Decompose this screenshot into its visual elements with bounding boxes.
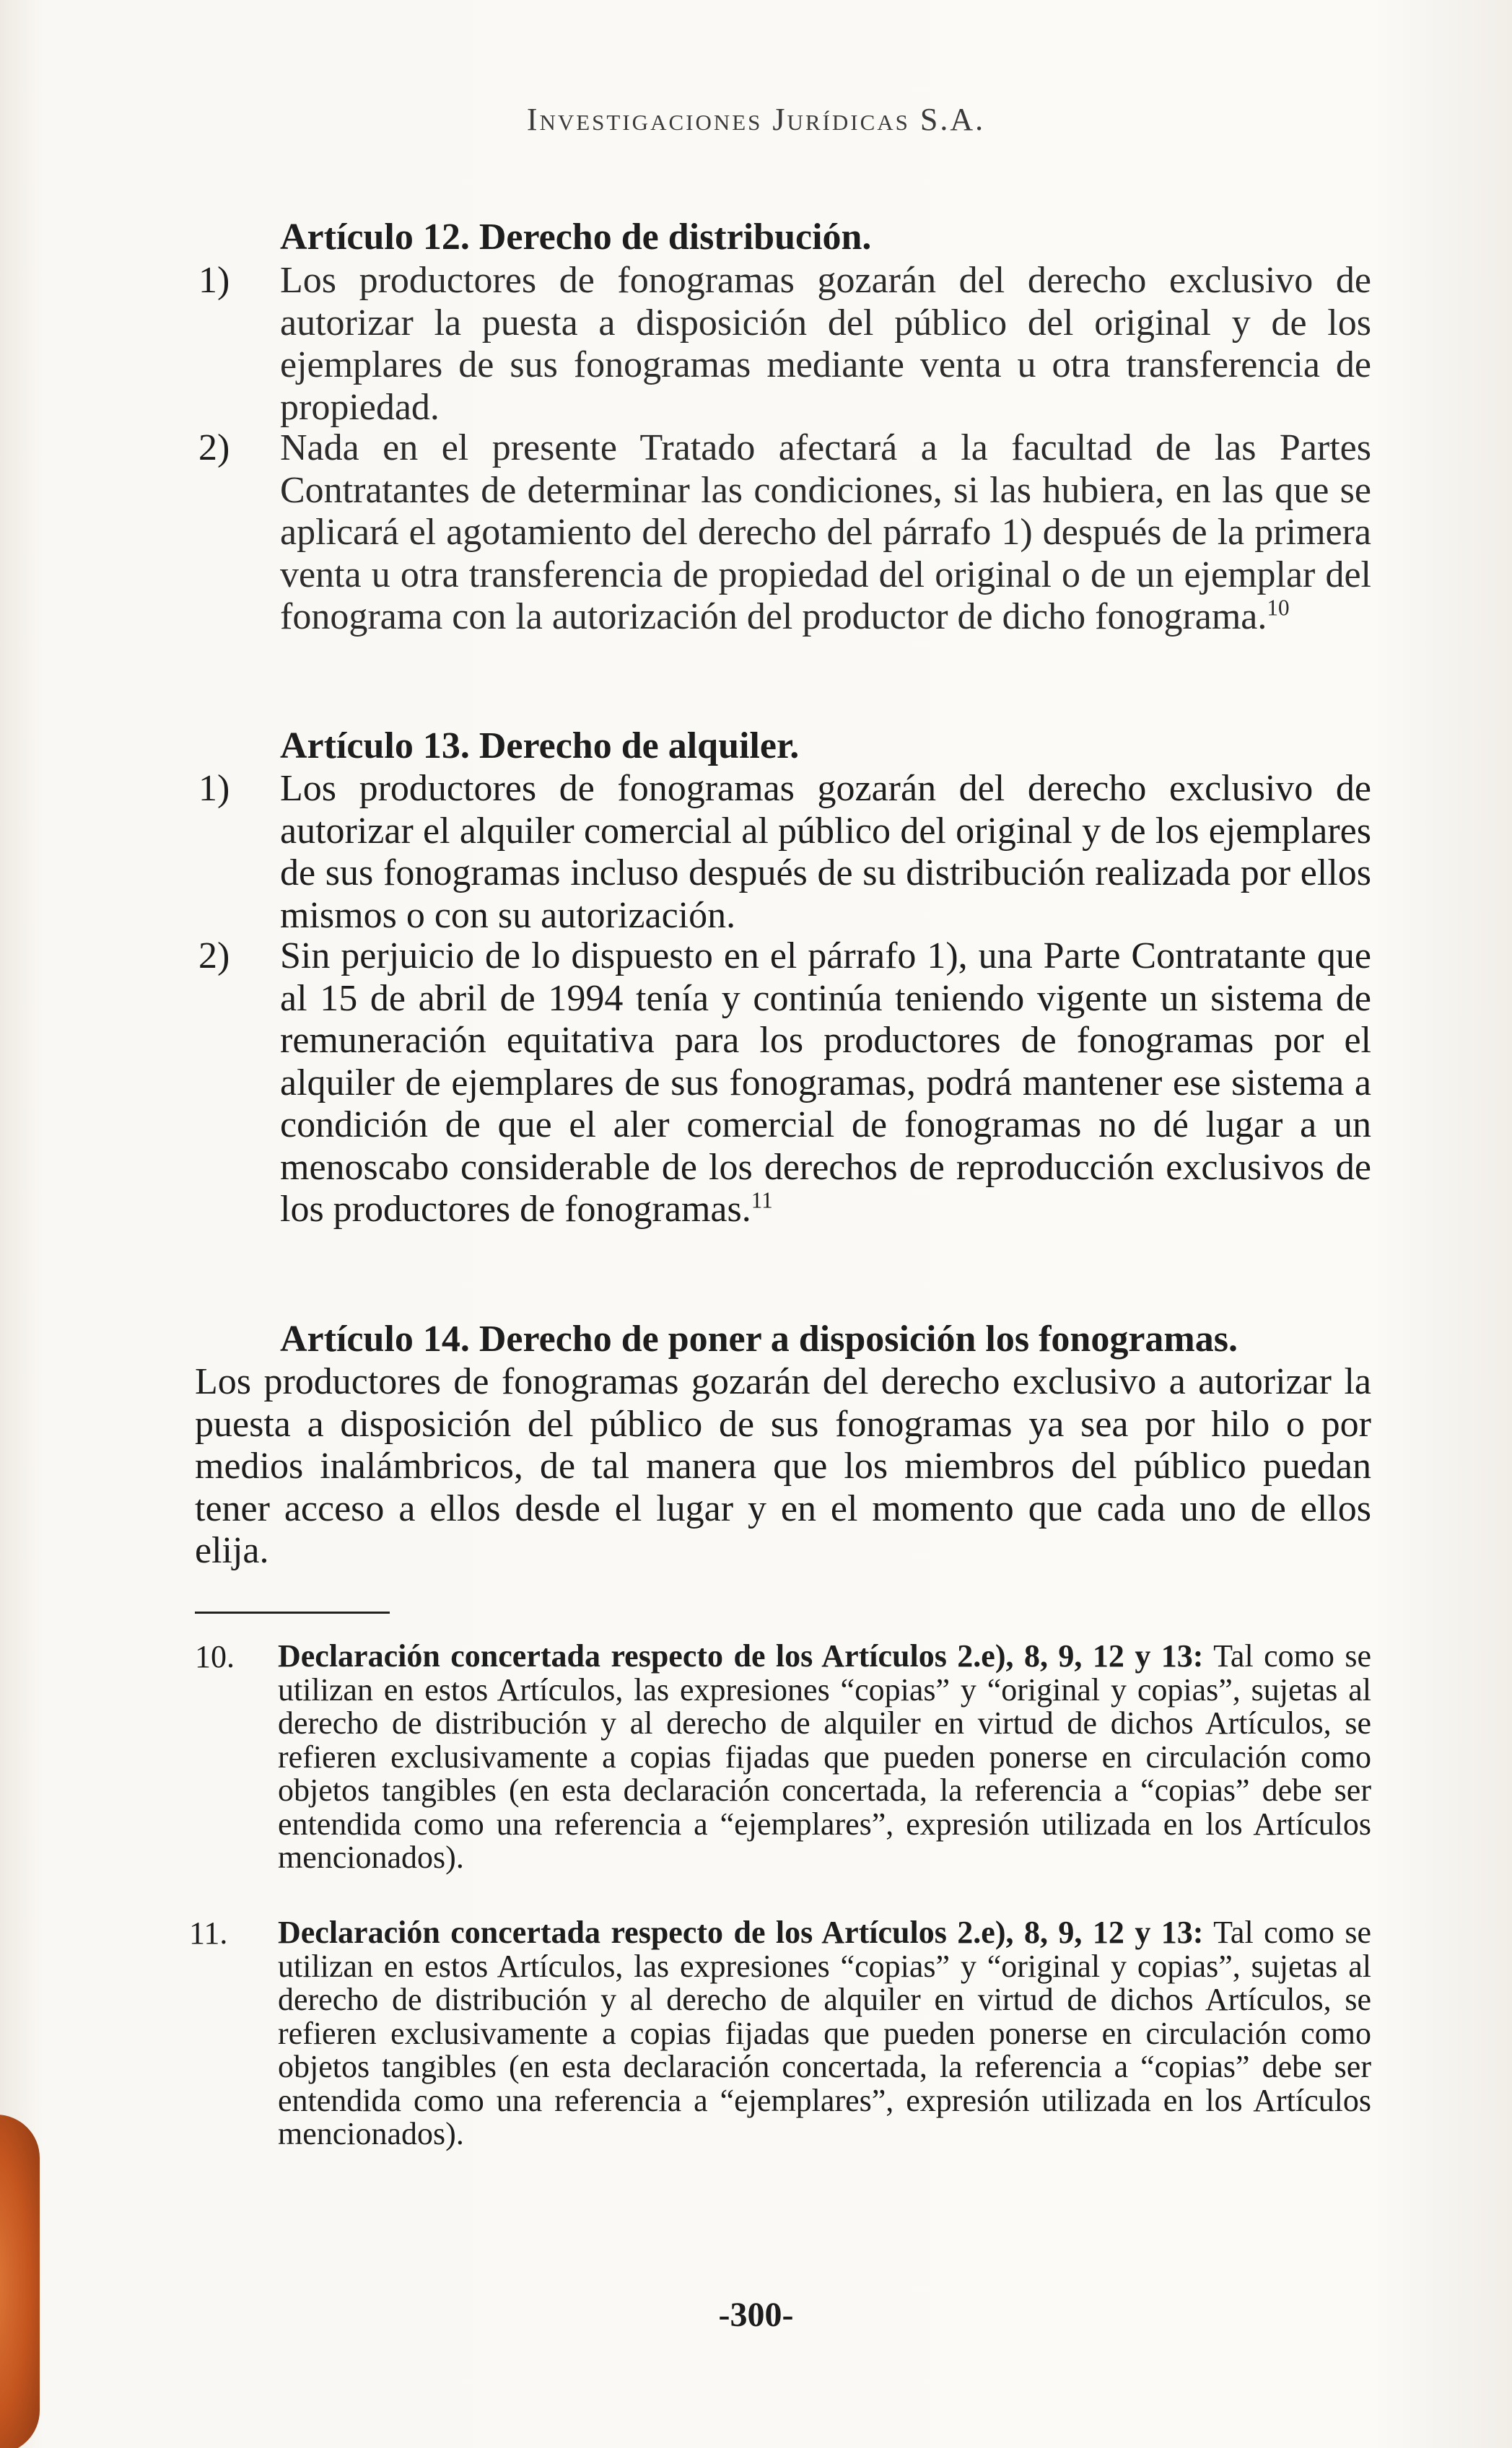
article-12-para-2 xyxy=(280,427,1371,639)
footnote-10 xyxy=(278,1640,1371,1875)
footnote-11-number: 11. xyxy=(189,1915,228,1951)
running-head: Investigaciones Jurídicas S.A. xyxy=(526,102,986,137)
article-14-title: Artículo 14. Derecho de poner a disposición los fonogramas. xyxy=(280,1319,1238,1360)
article-12-para-1: Los productores de fonogramas gozarán del derecho exclusivo de autorizar la puesta a disposición del público del original y de los ejemplares de sus fonogramas mediante venta u otra transferencia de propiedad. xyxy=(280,260,1371,428)
footnote-11-text: Tal como se utilizan en estos Artículos, las expresiones “copias” y “original y copias”, sujetas al derecho de distribución y al derecho de alquiler en virtud de dichos Artículos, se refieren exclusivamente a copias fijadas que pueden ponerse en circulación como objetos tangibles (en esta declaración concertada, la referencia a “copias” debe ser entendida como una referencia a “ejemplares”, expresión utilizada en los Artículos mencionados). xyxy=(278,1915,1371,2151)
article-12-title: Artículo 12. Derecho de distribución. xyxy=(280,217,872,258)
footnote-11-heading: Declaración concertada respecto de los Artículos 2.e), 8, 9, 12 y 13: xyxy=(278,1915,1204,1950)
thumb-photo-artifact xyxy=(0,2115,40,2448)
article-12-para-2-number: 2) xyxy=(198,427,230,468)
page-number: -300- xyxy=(718,2296,794,2334)
article-14-text: Los productores de fonogramas gozarán del derecho exclusivo a autorizar la puesta a disposición del público de sus fonogramas ya sea por hilo o por medios inalámbricos, de tal manera que los miembros del público puedan tener acceso a ellos desde el lugar y en el momento que cada uno de ellos elija. xyxy=(195,1361,1371,1571)
footnote-separator xyxy=(195,1612,390,1614)
article-13-para-2-text: Sin perjuicio de lo dispuesto en el párrafo 1), una Parte Contratante que al 15 de abril de 1994 tenía y continúa teniendo vigente un sistema de remuneración equitativa para los productores de fonogramas por el alquiler de ejemplares de sus fonogramas, podrá mantener ese sistema a condición de que el aler comercial de fonogramas no dé lugar a un menoscabo considerable de los derechos de reproducción exclusivos de los productores de fonogramas. xyxy=(280,935,1371,1230)
article-12-para-2-text: Nada en el presente Tratado afectará a la facultad de las Partes Contratantes de determinar las condiciones, si las hubiera, en las que se aplicará el agotamiento del derecho del párrafo 1) después de la primera venta u otra transferencia de propiedad del original o de un ejemplar del fonograma con la autorización del productor de dicho fonograma. xyxy=(280,427,1371,637)
article-12-para-1-number: 1) xyxy=(198,260,230,301)
article-13-para-2-number: 2) xyxy=(198,935,230,976)
article-13-para-2 xyxy=(280,935,1371,1231)
footnote-11 xyxy=(278,1916,1371,2151)
footnote-10-heading: Declaración concertada respecto de los Artículos 2.e), 8, 9, 12 y 13: xyxy=(278,1638,1204,1674)
article-13-para-1: Los productores de fonogramas gozarán del derecho exclusivo de autorizar el alquiler comercial al público del original y de los ejemplares de sus fonogramas incluso después de su distribución realizada por ellos mismos o con su autorización. xyxy=(280,768,1371,936)
footnote-ref-11: 11 xyxy=(751,1187,773,1213)
footnote-10-number: 10. xyxy=(195,1639,235,1674)
footnote-10-text: Tal como se utilizan en estos Artículos, las expresiones “copias” y “original y copias”, sujetas al derecho de distribución y al derecho de alquiler en virtud de dichos Artículos, se refieren exclusivamente a copias fijadas que pueden ponerse en circulación como objetos tangibles (en esta declaración concertada, la referencia a “copias” debe ser entendida como una referencia a “ejemplares”, expresión utilizada en los Artículos mencionados). xyxy=(278,1638,1371,1875)
article-13-title: Artículo 13. Derecho de alquiler. xyxy=(280,725,800,766)
article-13-para-1-number: 1) xyxy=(198,768,230,809)
footnote-ref-10: 10 xyxy=(1267,595,1290,621)
